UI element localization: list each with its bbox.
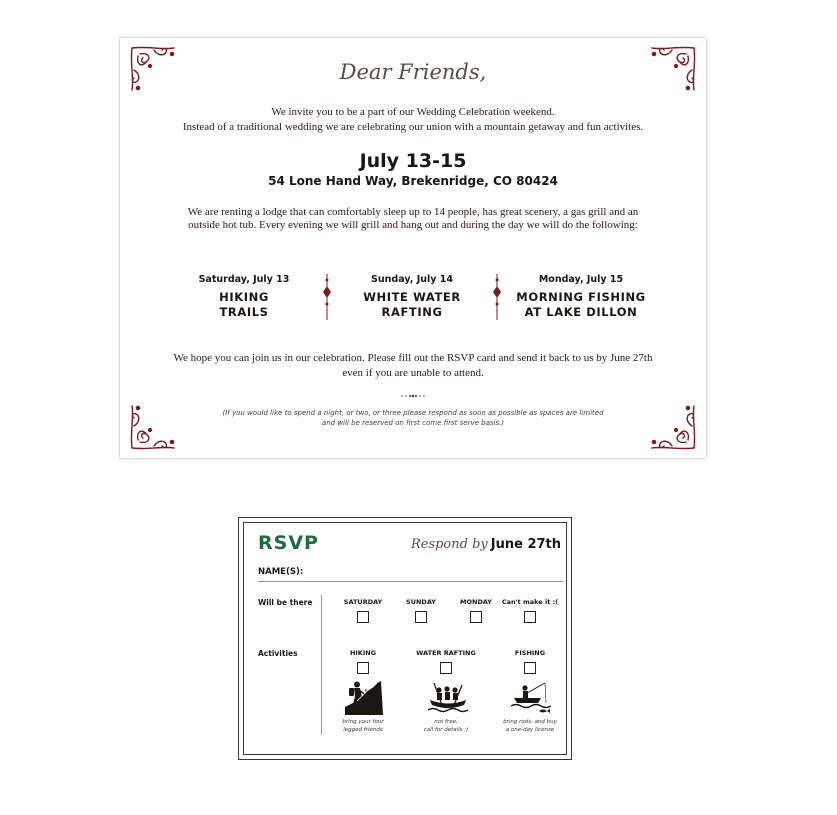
lodge-line: We are renting a lodge that can comfortably sleep up to 14 people, has great scenery, a gas grill and an [187, 206, 639, 218]
rsvp-card [238, 517, 572, 760]
names-field[interactable] [258, 581, 563, 582]
schedule-day-monday [496, 274, 666, 320]
activity-fishing [495, 649, 565, 674]
will-be-there-label: Will be there [258, 598, 313, 607]
schedule-activity-line: TRAILS [219, 305, 269, 319]
rsvp-title: RSVP [258, 532, 319, 554]
schedule-activity-line: MORNING FISHING [516, 290, 646, 304]
footnote [160, 408, 666, 428]
schedule-activity [159, 290, 329, 320]
hiking-checkbox[interactable] [357, 662, 369, 674]
caption-line: bring your four [342, 719, 384, 725]
rsvp-request-text [140, 351, 686, 381]
option-label: SUNDAY [406, 598, 436, 606]
schedule-activity [496, 290, 666, 320]
intro-text [140, 105, 686, 135]
event-dates: July 13-15 [359, 150, 467, 172]
fishing-boat-icon [511, 681, 551, 715]
caption-line: call for details :) [423, 727, 469, 733]
names-label: NAME(S): [258, 567, 304, 577]
lodge-description [140, 206, 686, 232]
activity-label: FISHING [514, 649, 546, 657]
respond-by [411, 535, 561, 553]
option-label: Can't make it :( [501, 598, 559, 606]
schedule-activity-line: WHITE WATER [363, 290, 461, 304]
schedule-day-label: Sunday, July 14 [371, 274, 453, 285]
schedule-activity-line: HIKING [219, 290, 269, 304]
dotted-ornament-icon [400, 394, 426, 398]
invitation-card [120, 38, 706, 458]
water-rafting-caption [406, 718, 486, 734]
footnote-line: and will be reserved on first come first serve basis.) [321, 419, 505, 427]
option-label: MONDAY [460, 598, 492, 606]
intro-line: We invite you to be a part of our Wedding Celebration weekend. [271, 106, 555, 118]
option-label: SATURDAY [343, 598, 383, 606]
fishing-checkbox[interactable] [524, 662, 536, 674]
schedule-day-saturday [159, 274, 329, 320]
greeting: Dear Friends, [339, 60, 487, 84]
activity-hiking [328, 649, 398, 674]
cant-make-it-checkbox[interactable] [524, 611, 536, 623]
fishing-caption [490, 718, 570, 734]
raft-icon [428, 681, 468, 715]
schedule-activity [327, 290, 497, 320]
intro-line: Instead of a traditional wedding we are celebrating our union with a mountain getaway and fun activites. [182, 121, 644, 133]
schedule-day-sunday [327, 274, 497, 320]
lodge-line: outside hot tub. Every evening we will grill and hang out and during the day we will do the following: [188, 219, 638, 231]
column-divider [321, 595, 322, 735]
caption-line: legged friends [343, 727, 383, 733]
schedule-day-label: Monday, July 15 [538, 274, 624, 285]
caption-line: bring rods, and buy [503, 719, 557, 725]
rsvp-request-line: even if you are unable to attend. [342, 367, 484, 379]
sunday-checkbox[interactable] [415, 611, 427, 623]
hiker-icon [343, 681, 383, 715]
caption-line: not free, [434, 719, 458, 725]
activities-label: Activities [258, 649, 298, 658]
event-address: 54 Lone Hand Way, Brekenridge, CO 80424 [268, 174, 558, 188]
footnote-line: (If you would like to spend a night, or two, or three please respond as soon as possible as spaces are limited [222, 409, 604, 417]
schedule-activity-line: RAFTING [381, 305, 443, 319]
respond-by-label: Respond by [410, 537, 488, 552]
schedule-activity-line: AT LAKE DILLON [524, 305, 638, 319]
activity-label: WATER RAFTING [416, 649, 476, 657]
activity-water-rafting [411, 649, 481, 674]
water-rafting-checkbox[interactable] [440, 662, 452, 674]
respond-by-date: June 27th [490, 537, 561, 552]
activity-label: HIKING [349, 649, 377, 657]
saturday-checkbox[interactable] [357, 611, 369, 623]
schedule-day-label: Saturday, July 13 [198, 274, 290, 285]
caption-line: a one-day license [505, 727, 555, 733]
monday-checkbox[interactable] [470, 611, 482, 623]
rsvp-request-line: We hope you can join us in our celebration. Please fill out the RSVP card and send it back to us by June 27th [173, 352, 653, 364]
hiking-caption [323, 718, 403, 734]
option-cant-make-it [495, 598, 565, 623]
